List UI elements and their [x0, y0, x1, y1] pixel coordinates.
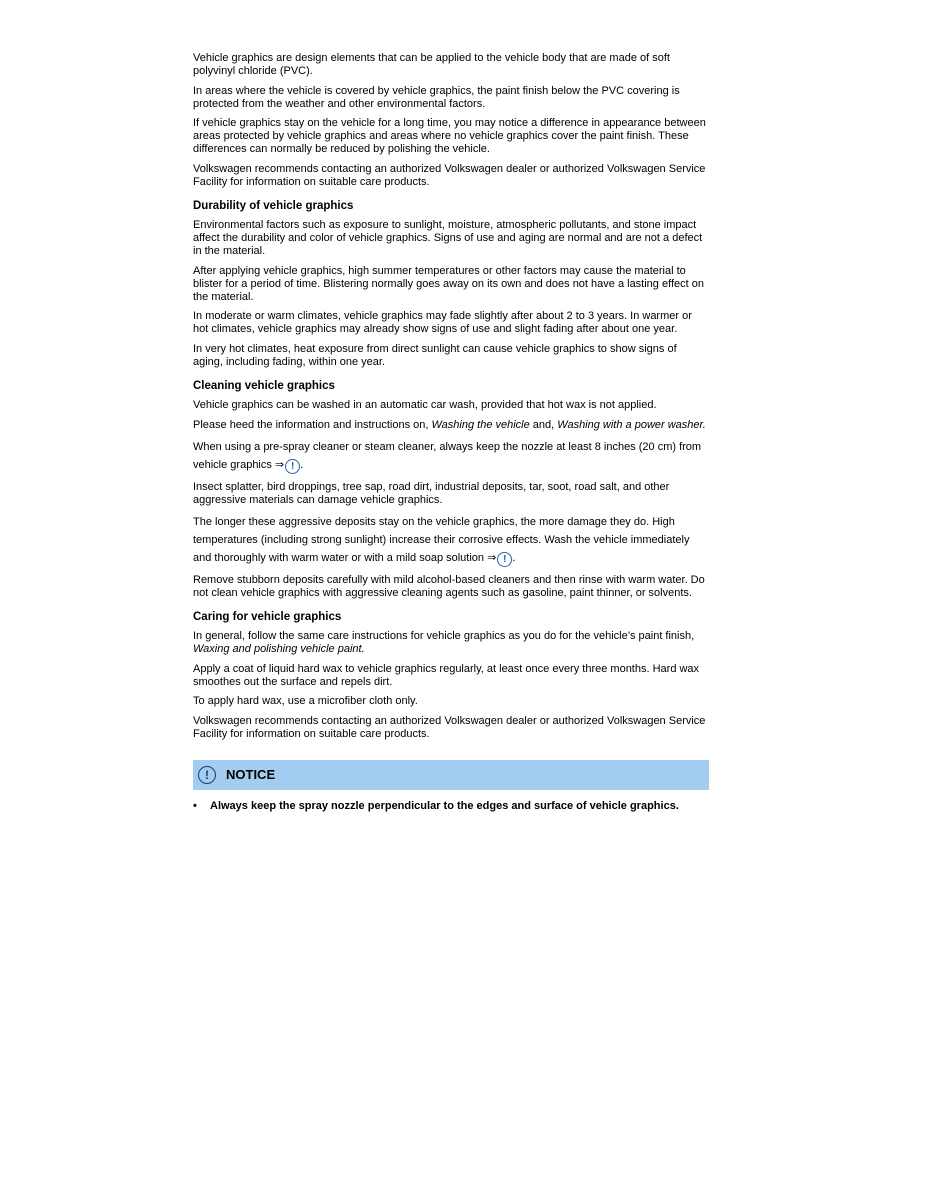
notice-list [193, 800, 709, 813]
durability-paragraph-1: Environmental factors such as exposure to sunlight, moisture, atmospheric pollutants, and stone impact affect the durability and color of vehicle graphics. Signs of use and aging are normal and are not a defect in the material. [193, 219, 703, 257]
cleaning-paragraph-4: Insect splatter, bird droppings, tree sap, road dirt, industrial deposits, tar, soot, road salt, and other aggressive materials can damage vehicle graphics. [193, 480, 670, 506]
durability-paragraph-4: In very hot climates, heat exposure from direct sunlight can cause vehicle graphics to show signs of aging, including fading, within one year. [193, 342, 677, 368]
period: . [512, 552, 516, 564]
caring-heading: Caring for vehicle graphics [193, 610, 342, 623]
caring-paragraph-1 [193, 630, 709, 656]
durability-paragraph-2: After applying vehicle graphics, high summer temperatures or other factors may cause the material to blister for a period of time. Blistering normally goes away on its own and does not have a lasting effect on the material. [193, 264, 704, 303]
waxing-polishing-link[interactable]: Waxing and polishing vehicle paint. [193, 643, 365, 655]
notice-item [193, 800, 709, 813]
intro-paragraph-3: If vehicle graphics stay on the vehicle for a long time, you may notice a difference in appearance between areas protected by vehicle graphics and areas where no vehicle graphics cover the paint finish. These differences can normally be reduced by polishing the vehicle. [193, 117, 706, 155]
cleaning-paragraph-2 [193, 419, 709, 432]
power-washer-link[interactable]: Washing with a power washer. [557, 418, 706, 431]
durability-paragraph-3: In moderate or warm climates, vehicle graphics may fade slightly after about 2 to 3 years. In warmer or hot climates, vehicle graphics may already show signs of use and slight fading after about one year. [193, 310, 692, 335]
caring-paragraph-2: Apply a coat of liquid hard wax to vehicle graphics regularly, at least once every three months. Hard wax smoothes out the surface and repels dirt. [193, 662, 700, 688]
period: . [300, 459, 304, 471]
cleaning-paragraph-5-text: The longer these aggressive deposits stay on the vehicle graphics, the more damage they do. High temperatures (including strong sunlight) increase their corrosive effects. Wash the vehicle immediately and thoroughly with warm water or with a mild soap solution ⇒ [193, 516, 690, 564]
bullet: • [193, 799, 197, 812]
cleaning-paragraph-5 [193, 513, 709, 567]
notice-item-text: Always keep the spray nozzle perpendicular to the edges and surface of vehicle graphics. [210, 799, 679, 812]
notice-label: NOTICE [226, 767, 276, 782]
notice-reference-icon[interactable]: ! [285, 459, 300, 474]
caring-paragraph-4: Volkswagen recommends contacting an authorized Volkswagen dealer or authorized Volkswagen Service Facility for information on suitable care products. [193, 714, 706, 740]
notice-exclamation-icon: ! [198, 766, 216, 784]
cleaning-paragraph-2-mid: and, [529, 418, 558, 431]
document-page [193, 52, 709, 813]
cleaning-heading: Cleaning vehicle graphics [193, 379, 335, 392]
washing-vehicle-link[interactable]: Washing the vehicle [431, 418, 530, 431]
cleaning-paragraph-6: Remove stubborn deposits carefully with mild alcohol-based cleaners and then rinse with warm water. Do not clean vehicle graphics with aggressive cleaning agents such as gasoline, paint thinner, or solvents. [193, 573, 705, 599]
cleaning-paragraph-3-text: When using a pre-spray cleaner or steam cleaner, always keep the nozzle at least 8 inches (20 cm) from vehicle graphics ⇒ [193, 441, 702, 471]
caring-paragraph-3: To apply hard wax, use a microfiber cloth only. [193, 695, 418, 707]
notice-reference-icon[interactable]: ! [497, 552, 512, 567]
notice-banner [193, 760, 709, 790]
intro-paragraph-4: Volkswagen recommends contacting an authorized Volkswagen dealer or authorized Volkswagen Service Facility for information on suitable care products. [193, 162, 706, 188]
intro-paragraph-2: In areas where the vehicle is covered by vehicle graphics, the paint finish below the PVC covering is protected from the weather and other environmental factors. [193, 84, 680, 110]
cleaning-paragraph-3 [193, 438, 709, 474]
cleaning-paragraph-2-text: Please heed the information and instructions on, [193, 418, 432, 431]
cleaning-paragraph-1: Vehicle graphics can be washed in an automatic car wash, provided that hot wax is not applied. [193, 399, 657, 411]
caring-paragraph-1-text: In general, follow the same care instructions for vehicle graphics as you do for the vehicle’s paint finish, [193, 630, 695, 642]
durability-heading: Durability of vehicle graphics [193, 199, 354, 212]
intro-paragraph-1: Vehicle graphics are design elements that can be applied to the vehicle body that are made of soft polyvinyl chloride (PVC). [193, 52, 670, 77]
